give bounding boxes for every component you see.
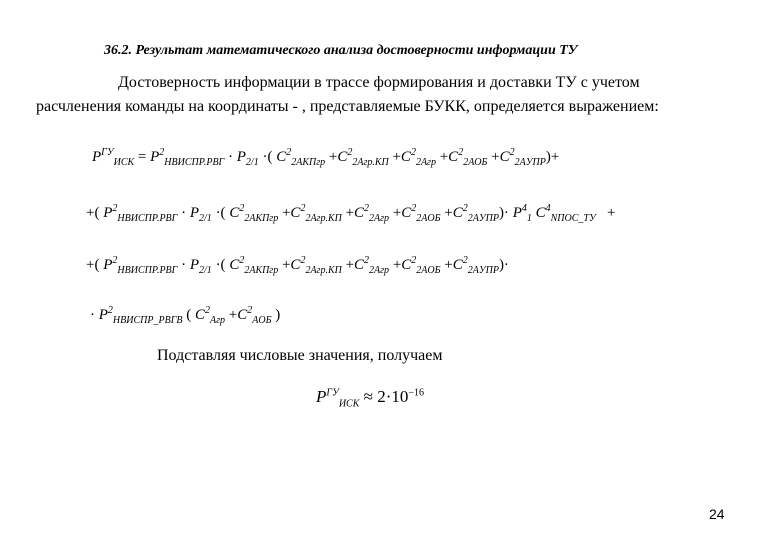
substitution-text: Подставляя числовые значения, получаем	[157, 347, 443, 364]
formula-line-1: $P^{ГУ}_{ИСК} = P^2_{НВИСПР.РВГ} \cdot P_{2/1}$ ·( $C^2_{2АКПгр} +C^2_{2Агр.КП} +C^2_{2Агр} +C^2_{2АОБ} +C^2_{2АУПР})+$	[92, 147, 560, 168]
section-heading: 36.2. Результат математического анализа достоверности информации ТУ	[104, 43, 578, 58]
result-lhs: $P^{ГУ}_{ИСК}$	[316, 387, 360, 410]
result-base: 10	[391, 387, 409, 406]
approx-sign: ≈	[363, 387, 373, 406]
page-number: 24	[709, 506, 725, 522]
formula-line-4: · $P^2_{НВИСПР\_РВГВ}$ ( $C^2_{Агр} +C^2_{АОБ}$ )	[90, 305, 281, 326]
result-exponent: −16	[408, 387, 425, 399]
result-formula	[316, 387, 425, 410]
formula-line-2: +( $P^2_{НВИСПР.РВГ} \cdot P_{2/1}$ ·( $C^2_{2АКПгр} +C^2_{2Агр.КП} +C^2_{2Агр} +C^2_{2АОБ} +C^2_{2АУПР})\cdot P^4_1$ $C^4_{NПОС\_ТУ}$ +	[86, 203, 616, 224]
times-sign: ·	[385, 387, 392, 406]
result-mantissa: 2	[377, 387, 386, 406]
formula-line-3: +( $P^2_{НВИСПР.РВГ} \cdot P_{2/1}$ ·( $C^2_{2АКПгр} +C^2_{2Агр.КП} +C^2_{2Агр} +C^2_{2АОБ} +C^2_{2АУПР})\cdot$	[86, 255, 509, 276]
intro-paragraph: Достоверность информации в трассе формирования и доставки ТУ с учетом расчленения команды на координаты - , представляемые БУКК, определяется выражением:	[36, 74, 659, 115]
